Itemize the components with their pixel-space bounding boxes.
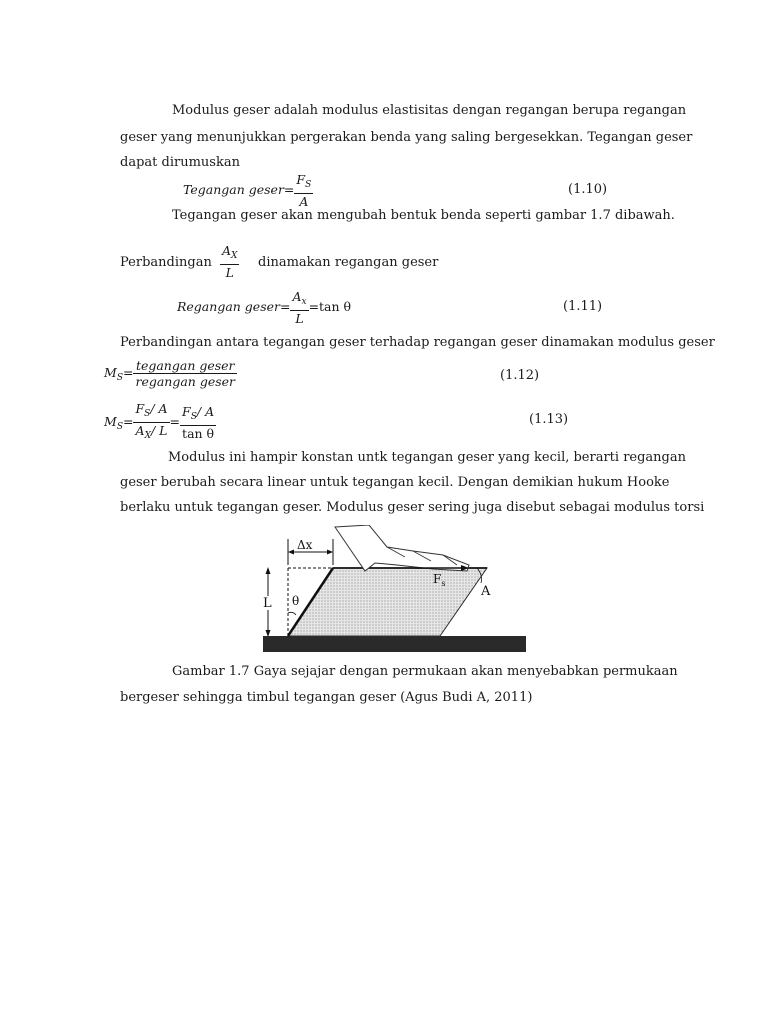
eq113-lhs: M (104, 414, 117, 429)
eq111-fraction (290, 289, 308, 326)
eq112-equals: = (122, 365, 134, 380)
hand-sketch (335, 525, 469, 571)
equation-1-13: $M_S=$ $\frac{F_S/ A}{A_X/ L}$ = $\frac{F_S/ A}{\text{tan θ}}$ (104, 401, 216, 444)
eq112-den: regangan geser (135, 374, 236, 389)
eq111-rhs: =tan θ (308, 299, 352, 314)
ratio-fraction (220, 243, 239, 280)
eq110-lhs: Tegangan geser= (183, 182, 295, 197)
equation-number-1-10: (1.10) (568, 182, 608, 197)
paragraph-1-line-2: geser yang menunjukkan pergerakan benda yang saling bergesekkan. Tegangan geser (120, 130, 693, 145)
paragraph-5-line-2: geser berubah secara linear untuk tegangan kecil. Dengan demikian hukum Hooke (120, 475, 670, 490)
paragraph-1-line-3: dapat dirumuskan (120, 155, 240, 170)
equation-1-11 (177, 289, 351, 326)
paragraph-5-line-1: Modulus ini hampir konstan untk tegangan geser yang kecil, berarti regangan (168, 450, 686, 465)
equation-number-1-13: (1.13) (529, 412, 569, 427)
paragraph-5-line-3: berlaku untuk tegangan geser. Modulus geser sering juga disebut sebagai modulus torsi (120, 500, 705, 515)
eq110-num-sub: S (305, 180, 312, 190)
area-label: A (481, 584, 491, 599)
equation-number-1-11: (1.11) (563, 299, 603, 314)
eq113-lhs-sub: S (116, 422, 123, 432)
ratio-num: A (222, 243, 232, 258)
equation-1-12 (104, 358, 237, 389)
eq112-lhs: M (104, 365, 117, 380)
eq110-den: A (299, 194, 309, 209)
eq112-lhs-sub: S (116, 373, 123, 383)
eq112-fraction (133, 358, 237, 389)
equation-1-10 (183, 172, 313, 209)
delta-x-label: Δx (297, 538, 313, 552)
paragraph-4: Perbandingan antara tegangan geser terhadap regangan geser dinamakan modulus geser (120, 335, 715, 350)
shear-diagram (255, 525, 530, 657)
eq113-fraction-1: $\frac{F_S/ A}{A_X/ L}$ (135, 401, 168, 441)
base-plate (263, 636, 526, 652)
eq113-fraction-2: $\frac{F_S/ A}{\text{tan θ}}$ (182, 404, 215, 441)
equation-number-1-12: (1.12) (500, 368, 540, 383)
sheared-block (288, 568, 487, 636)
ratio-den: L (225, 265, 234, 280)
height-label: L (263, 596, 272, 611)
eq111-num: A (292, 289, 302, 304)
figure-1-7 (255, 525, 530, 657)
paragraph-3-end: dinamakan regangan geser (258, 255, 439, 270)
theta-label: θ (292, 594, 300, 608)
figure-caption-line-1: Gambar 1.7 Gaya sejajar dengan permukaan akan menyebabkan permukaan (172, 664, 678, 679)
force-label: $F_s$ (433, 572, 446, 588)
eq111-num-sub: x (301, 297, 307, 307)
paragraph-3-start: Perbandingan (120, 255, 212, 270)
figure-caption-line-2: bergeser sehingga timbul tegangan geser (Agus Budi A, 2011) (120, 690, 533, 705)
eq110-fraction (294, 172, 313, 209)
paragraph-2: Tegangan geser akan mengubah bentuk benda seperti gambar 1.7 dibawah. (172, 208, 675, 223)
eq110-num: F (296, 172, 306, 187)
eq112-num: tegangan geser (133, 358, 237, 374)
paragraph-1-line-1: Modulus geser adalah modulus elastisitas dengan regangan berupa regangan (172, 103, 687, 118)
eq111-lhs: Regangan geser= (177, 299, 291, 314)
ratio-num-sub: X (231, 251, 238, 261)
eq111-den: L (295, 311, 304, 326)
